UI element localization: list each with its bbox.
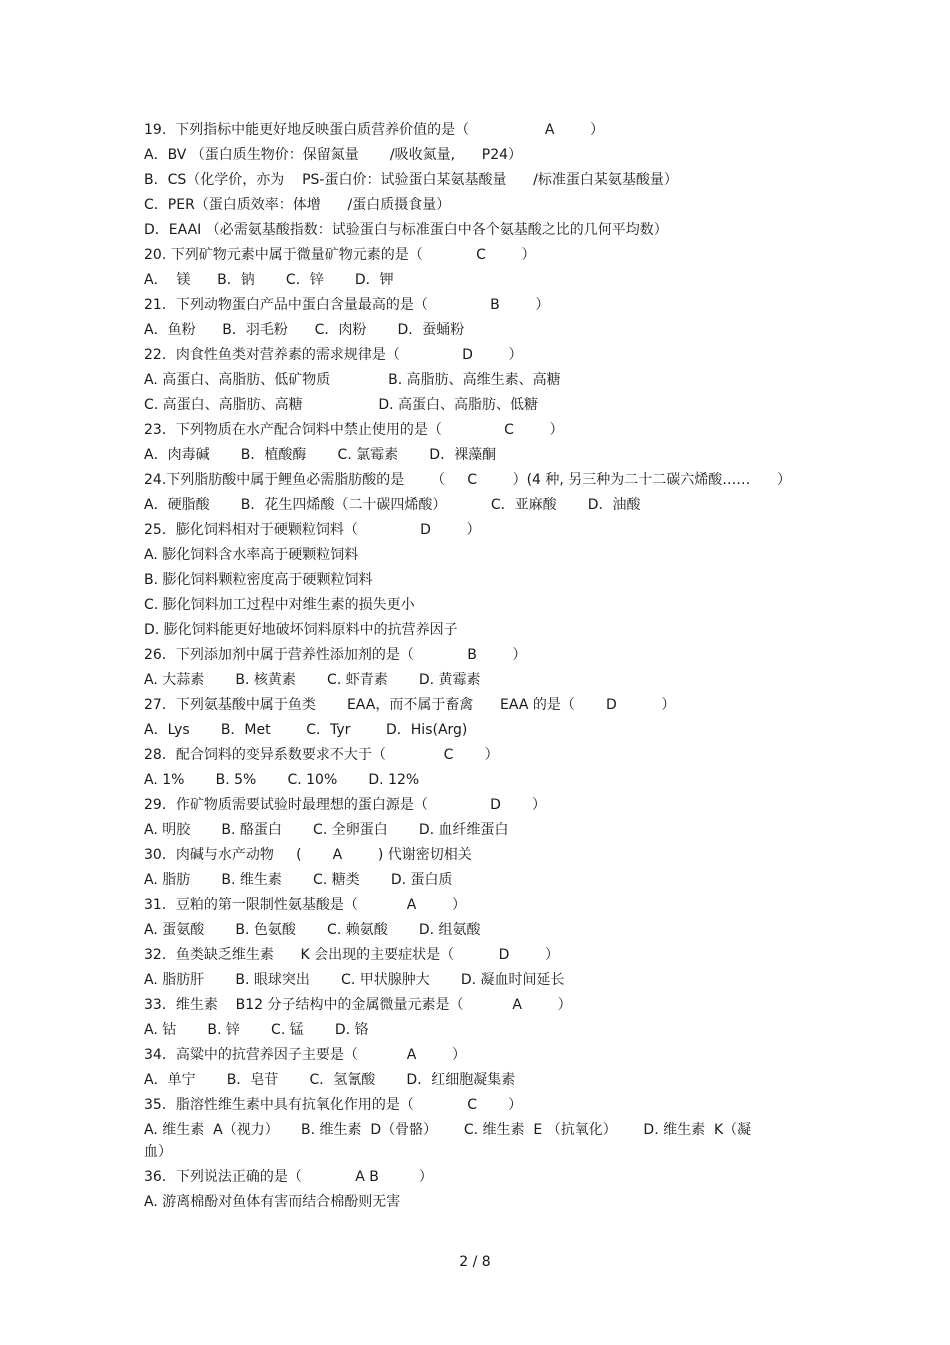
text-line: 35．脂溶性维生素中具有抗氧化作用的是（ C ） xyxy=(144,1097,523,1113)
text-line: 36．下列说法正确的是（ A B ） xyxy=(144,1169,433,1185)
text-line: A. 脂肪肝 B. 眼球突出 C. 甲状腺肿大 D. 凝血时间延长 xyxy=(144,972,565,988)
text-line: 33．维生素 B12 分子结构中的金属微量元素是（ A ） xyxy=(144,997,572,1013)
text-line: 31．豆粕的第一限制性氨基酸是（ A ） xyxy=(144,897,466,913)
text-line: A. 脂肪 B. 维生素 C. 糖类 D. 蛋白质 xyxy=(144,872,453,888)
text-line: C. 高蛋白、高脂肪、高糖 D. 高蛋白、高脂肪、低糖 xyxy=(144,397,539,413)
text-line: A. 维生素 A（视力） B. 维生素 D（骨骼） C. 维生素 E （抗氧化） D. 维生素 K（凝 xyxy=(144,1122,752,1138)
text-line: 27．下列氨基酸中属于鱼类 EAA，而不属于畜禽 EAA 的是（ D ） xyxy=(144,697,676,713)
text-line: 20. 下列矿物元素中属于微量矿物元素的是（ C ） xyxy=(144,247,536,263)
text-line: C. 膨化饲料加工过程中对维生素的损失更小 xyxy=(144,597,415,613)
text-line: C．PER（蛋白质效率：体增 /蛋白质摄食量） xyxy=(144,197,451,213)
text-line: 26．下列添加剂中属于营养性添加剂的是（ B ） xyxy=(144,647,527,663)
text-line: 34．高粱中的抗营养因子主要是（ A ） xyxy=(144,1047,466,1063)
text-line: 29．作矿物质需要试验时最理想的蛋白源是（ D ） xyxy=(144,797,547,813)
text-line: 19. 下列指标中能更好地反映蛋白质营养价值的是（ A ） xyxy=(144,122,604,138)
text-line: A. 高蛋白、高脂肪、低矿物质 B. 高脂肪、高维生素、高糖 xyxy=(144,372,561,388)
text-line: A. 膨化饲料含水率高于硬颗粒饲料 xyxy=(144,547,359,563)
text-line: A. 明胶 B. 酪蛋白 C. 全卵蛋白 D. 血纤维蛋白 xyxy=(144,822,509,838)
text-line: 21．下列动物蛋白产品中蛋白含量最高的是（ B ） xyxy=(144,297,550,313)
text-line: A．Lys B．Met C．Tyr D．His(Arg) xyxy=(144,722,468,738)
text-line: D. 膨化饲料能更好地破坏饲料原料中的抗营养因子 xyxy=(144,622,458,638)
text-line: A. 1% B. 5% C. 10% D. 12% xyxy=(144,772,420,788)
text-line: A. 蛋氨酸 B. 色氨酸 C. 赖氨酸 D. 组氨酸 xyxy=(144,922,481,938)
text-line: 23．下列物质在水产配合饲料中禁止使用的是（ C ） xyxy=(144,422,564,438)
text-line: 28．配合饲料的变异系数要求不大于（ C ） xyxy=(144,747,499,763)
text-line: B．CS（化学价，亦为 PS-蛋白价：试验蛋白某氨基酸量 /标准蛋白某氨基酸量） xyxy=(144,172,678,188)
text-line: A．肉毒碱 B．植酸酶 C. 氯霉素 D．裸藻酮 xyxy=(144,447,497,463)
text-line: A．硬脂酸 B．花生四烯酸（二十碳四烯酸） C．亚麻酸 D．油酸 xyxy=(144,497,641,513)
page-number: 2 / 8 xyxy=(459,1254,491,1270)
text-line: A． 镁 B．钠 C．锌 D．钾 xyxy=(144,272,394,288)
text-line: 32．鱼类缺乏维生素 K 会出现的主要症状是（ D ） xyxy=(144,947,560,963)
text-line: 30．肉碱与水产动物 ( A ) 代谢密切相关 xyxy=(144,847,472,863)
text-line: A. 游离棉酚对鱼体有害而结合棉酚则无害 xyxy=(144,1194,401,1210)
text-line: B. 膨化饲料颗粒密度高于硬颗粒饲料 xyxy=(144,572,373,588)
text-line: 22．肉食性鱼类对营养素的需求规律是（ D ） xyxy=(144,347,523,363)
text-line: A．BV （蛋白质生物价：保留氮量 /吸收氮量, P24） xyxy=(144,147,523,163)
text-line: 血） xyxy=(144,1144,172,1160)
text-line: 25．膨化饲料相对于硬颗粒饲料（ D ） xyxy=(144,522,481,538)
text-line: 24.下列脂肪酸中属于鲤鱼必需脂肪酸的是 （ C ）(4 种, 另三种为二十二碳六烯酸…… ） xyxy=(144,472,792,488)
text-line: A. 钴 B. 锌 C. 锰 D. 铬 xyxy=(144,1022,369,1038)
text-line: A．单宁 B．皂苷 C．氢氰酸 D．红细胞凝集素 xyxy=(144,1072,516,1088)
text-line: A. 大蒜素 B. 核黄素 C. 虾青素 D. 黄霉素 xyxy=(144,672,481,688)
text-line: A．鱼粉 B．羽毛粉 C．肉粉 D．蚕蛹粉 xyxy=(144,322,465,338)
text-line: D．EAAI （必需氨基酸指数：试验蛋白与标准蛋白中各个氨基酸之比的几何平均数） xyxy=(144,222,668,238)
